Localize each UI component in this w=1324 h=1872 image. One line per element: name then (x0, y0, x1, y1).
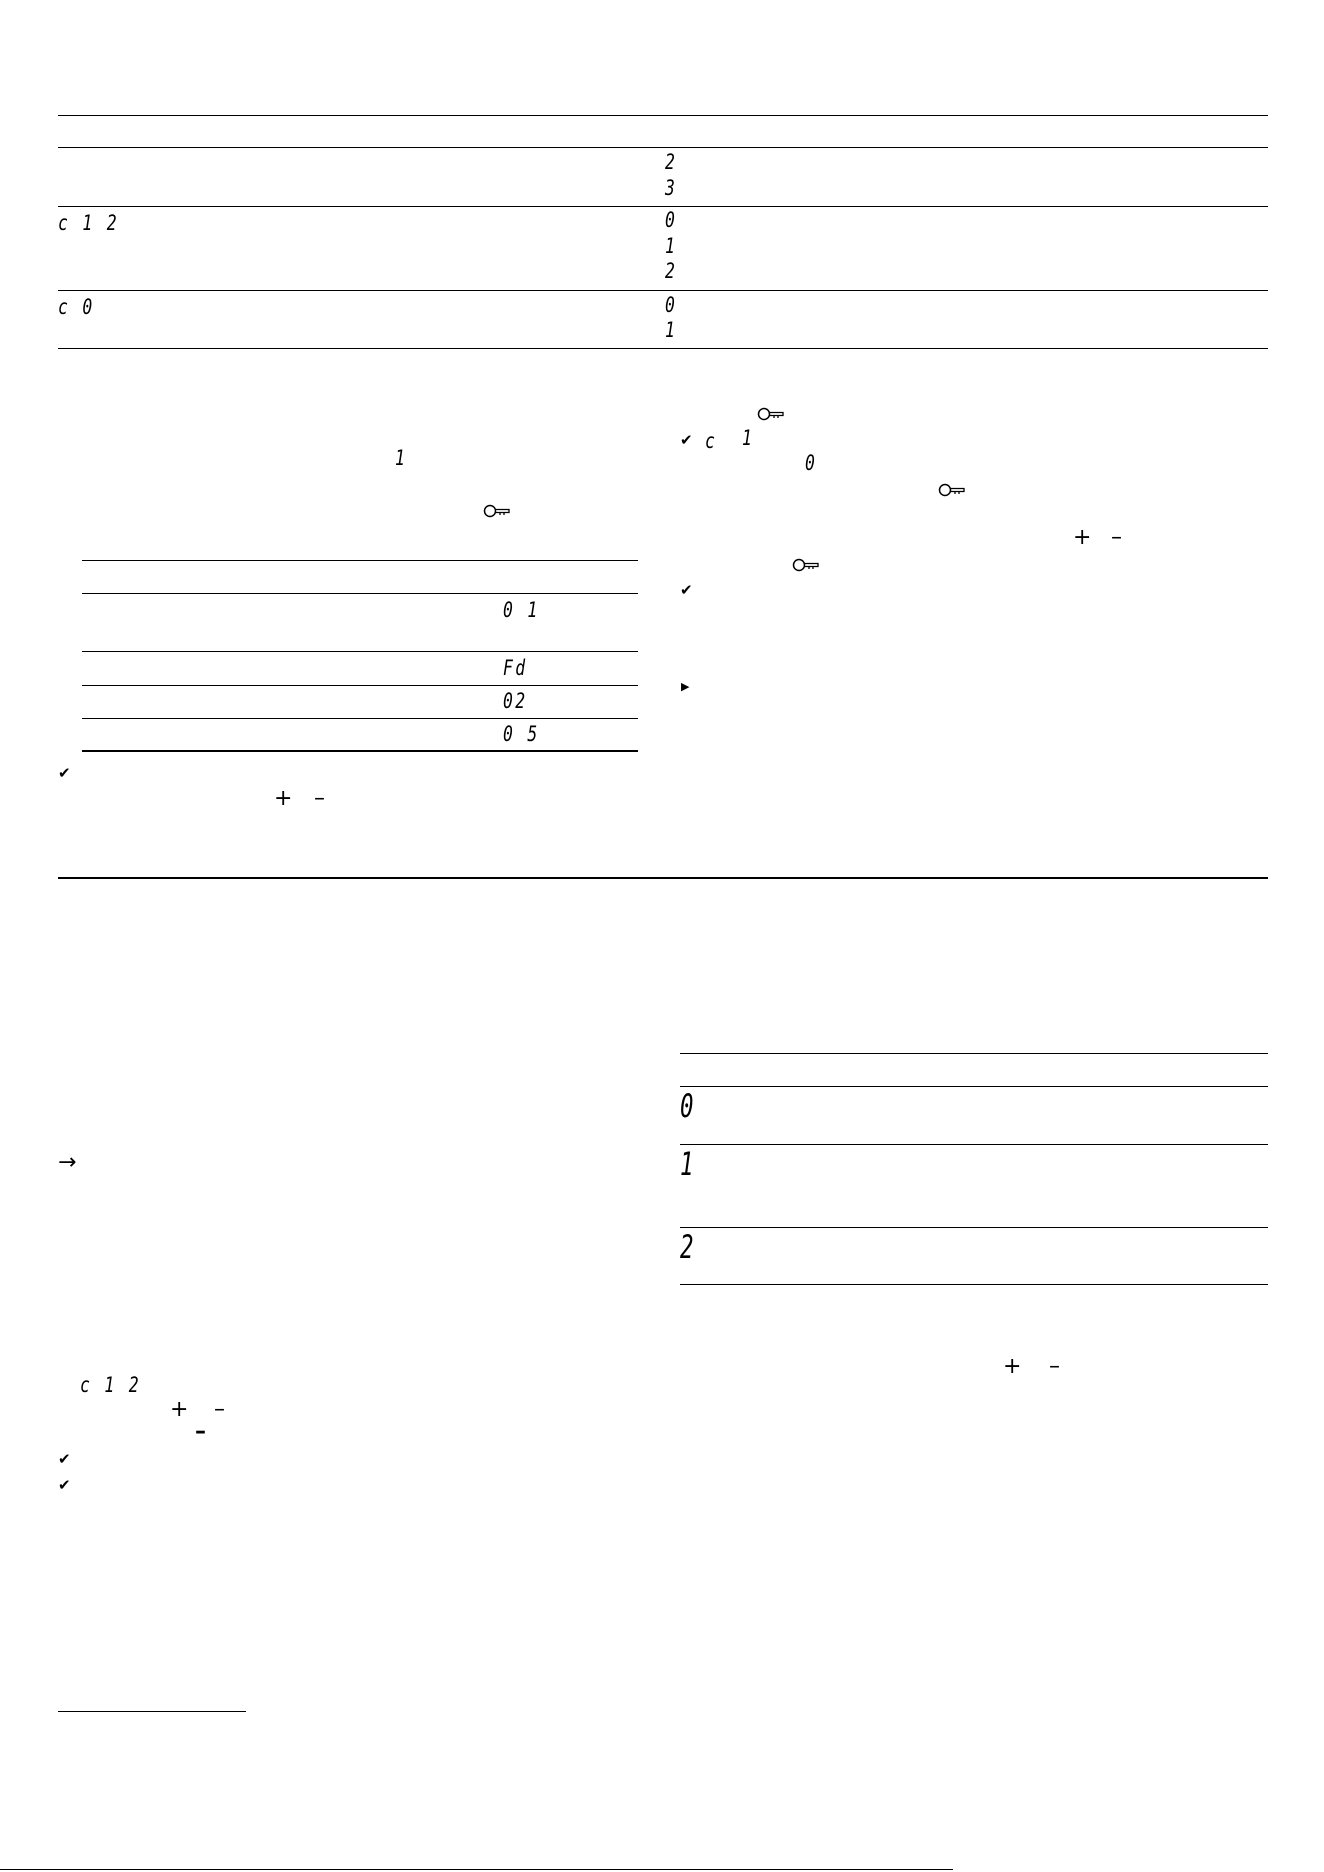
footer-rule (0, 1869, 953, 1870)
underscore-symbol: – (195, 1419, 206, 1444)
table-rule (58, 348, 1268, 349)
table-rule (82, 651, 638, 652)
key-icon (938, 483, 966, 497)
setting-code: c 1 2 (58, 211, 120, 235)
code-value: 02 (503, 689, 528, 713)
plus-symbol: + (170, 1397, 189, 1422)
table-rule (58, 147, 1268, 148)
table-rule (680, 1227, 1268, 1228)
table-rule (58, 206, 1268, 207)
table-rule (680, 1284, 1268, 1285)
code-value: 0 1 (503, 598, 540, 622)
table-rule (82, 593, 638, 594)
setting-value: 2 (665, 259, 678, 283)
arrow-right-icon: → (58, 1150, 77, 1175)
setting-value: 0 (665, 208, 678, 232)
step-code-digit: 1 (742, 426, 755, 450)
section-divider (58, 877, 1268, 879)
minus-symbol: – (214, 1397, 225, 1422)
display-digit: 1 (395, 446, 408, 470)
step-zero: 0 (805, 451, 818, 475)
key-icon (757, 407, 785, 421)
check-icon: ✔ (680, 431, 693, 449)
step-code-c: c (705, 429, 718, 453)
code-value: Fd (503, 656, 528, 680)
table-rule (82, 685, 638, 686)
check-icon: ✔ (680, 581, 693, 599)
step-code: c 1 2 (80, 1373, 142, 1397)
setting-value: 2 (665, 150, 678, 174)
minus-symbol: – (1049, 1354, 1060, 1379)
plus-symbol: + (274, 786, 293, 811)
minus-symbol: – (314, 786, 325, 811)
table-rule (82, 750, 638, 752)
level-value: 0 (680, 1087, 694, 1125)
triangle-right-icon: ▶ (681, 680, 690, 693)
table-rule (58, 290, 1268, 291)
minus-symbol: – (1111, 525, 1122, 550)
setting-value: 1 (665, 318, 678, 342)
level-value: 1 (680, 1145, 694, 1183)
setting-value: 1 (665, 234, 678, 258)
table-rule (680, 1086, 1268, 1087)
table-rule (680, 1053, 1268, 1054)
key-icon (792, 558, 820, 572)
plus-symbol: + (1003, 1354, 1022, 1379)
check-icon: ✔ (58, 1450, 71, 1468)
setting-code: c 0 (58, 295, 95, 319)
setting-value: 3 (665, 176, 678, 200)
check-icon: ✔ (58, 1476, 71, 1494)
code-value: 0 5 (503, 722, 540, 746)
setting-value: 0 (665, 293, 678, 317)
table-rule (82, 560, 638, 561)
footnote-rule (58, 1711, 246, 1712)
check-icon: ✔ (58, 764, 71, 782)
key-icon (483, 504, 511, 518)
level-value: 2 (680, 1228, 694, 1266)
table-rule (58, 115, 1268, 116)
table-rule (680, 1144, 1268, 1145)
table-rule (82, 718, 638, 719)
plus-symbol: + (1073, 525, 1092, 550)
